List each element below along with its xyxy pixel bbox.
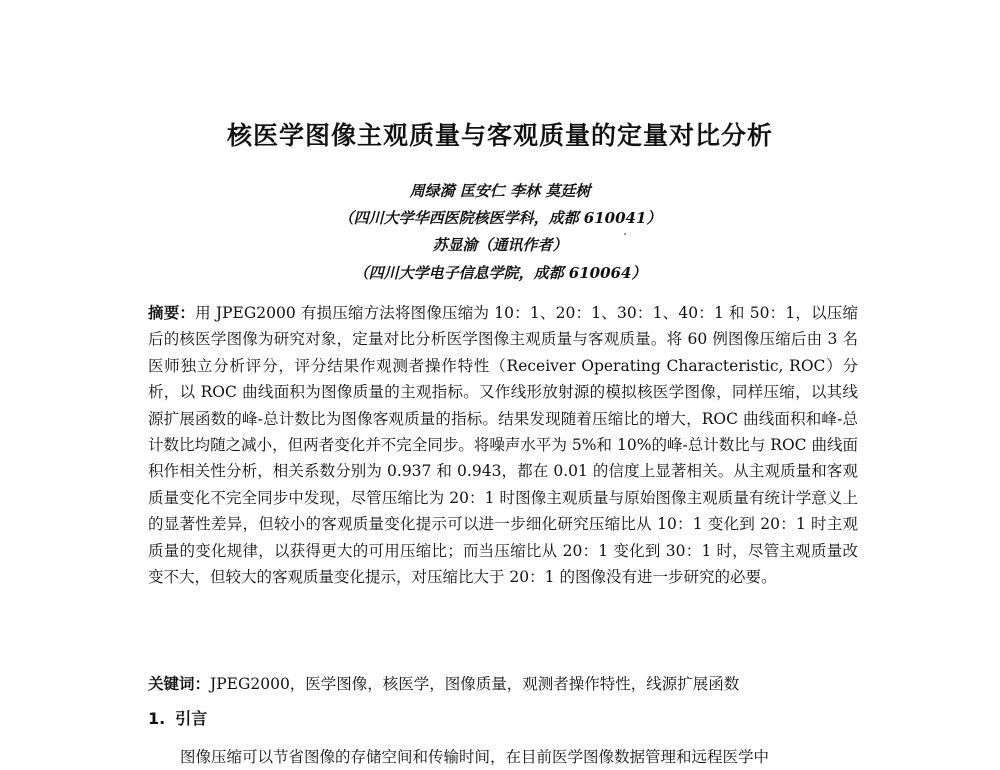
section-number: 1. xyxy=(148,709,166,728)
affiliation-2: （四川大学电子信息学院，成都 610064） xyxy=(353,264,647,282)
author-list: 周绿漪 匡安仁 李林 莫廷树 xyxy=(409,182,591,200)
abstract-text: 用 JPEG2000 有损压缩方法将图像压缩为 10：1、20：1、30：1、40：1 和 50：1，以压缩后的核医学图像为研究对象，定量对比分析医学图像主观质量与客观质量。将 60 例图像压缩后由 3 名医师独立分析评分，评分结果作观测者操作特性（Receiver Operating Characteristic, ROC）分析，以 ROC 曲线面积为图像质量的主观指标。又作线形放射源的模拟核医学图像，同样压缩，以其线源扩展函数的峰-总计数比为图像客观质量的指标。结果发现随着压缩比的增大，ROC 曲线面积和峰-总计数比均随之减小，但两者变化并不完全同步。将噪声水平为 5%和 10%的峰-总计数比与 ROC 曲线面积作相关性分析，相关系数分别为 0.937 和 0.943，都在 0.01 的信度上显著相关。从主观质量和客观质量变化不完全同步中发现，尽管压缩比为 20：1 时图像主观质量与原始图像主观质量有统计学意义上的显著性差异，但较小的客观质量变化提示可以进一步细化研究压缩比从 10：1 变化到 20：1 时主观质量的变化规律，以获得更大的可用压缩比；而当压缩比从 20：1 变化到 30：1 时，尽管主观质量改变不大，但较大的客观质量变化提示，对压缩比大于 20：1 的图像没有进一步研究的必要。 xyxy=(148,304,858,587)
keywords-text: JPEG2000，医学图像，核医学，图像质量，观测者操作特性，线源扩展函数 xyxy=(210,675,740,693)
affiliation-1: （四川大学华西医院核医学科，成都 610041） xyxy=(338,209,662,227)
corresponding-author: 苏显渝（通讯作者） xyxy=(432,236,568,254)
keywords xyxy=(148,671,858,697)
paper-title: 核医学图像主观质量与客观质量的定量对比分析 xyxy=(226,121,773,150)
scan-speck xyxy=(624,233,626,235)
abstract-label: 摘要： xyxy=(148,303,196,322)
section-title: 引言 xyxy=(175,709,208,728)
section-body-text: 图像压缩可以节省图像的存储空间和传输时间，在目前医学图像数据管理和远程医学中 xyxy=(180,748,770,766)
section-heading-introduction xyxy=(148,706,207,729)
abstract xyxy=(148,300,858,590)
keywords-label: 关键词： xyxy=(148,674,211,693)
